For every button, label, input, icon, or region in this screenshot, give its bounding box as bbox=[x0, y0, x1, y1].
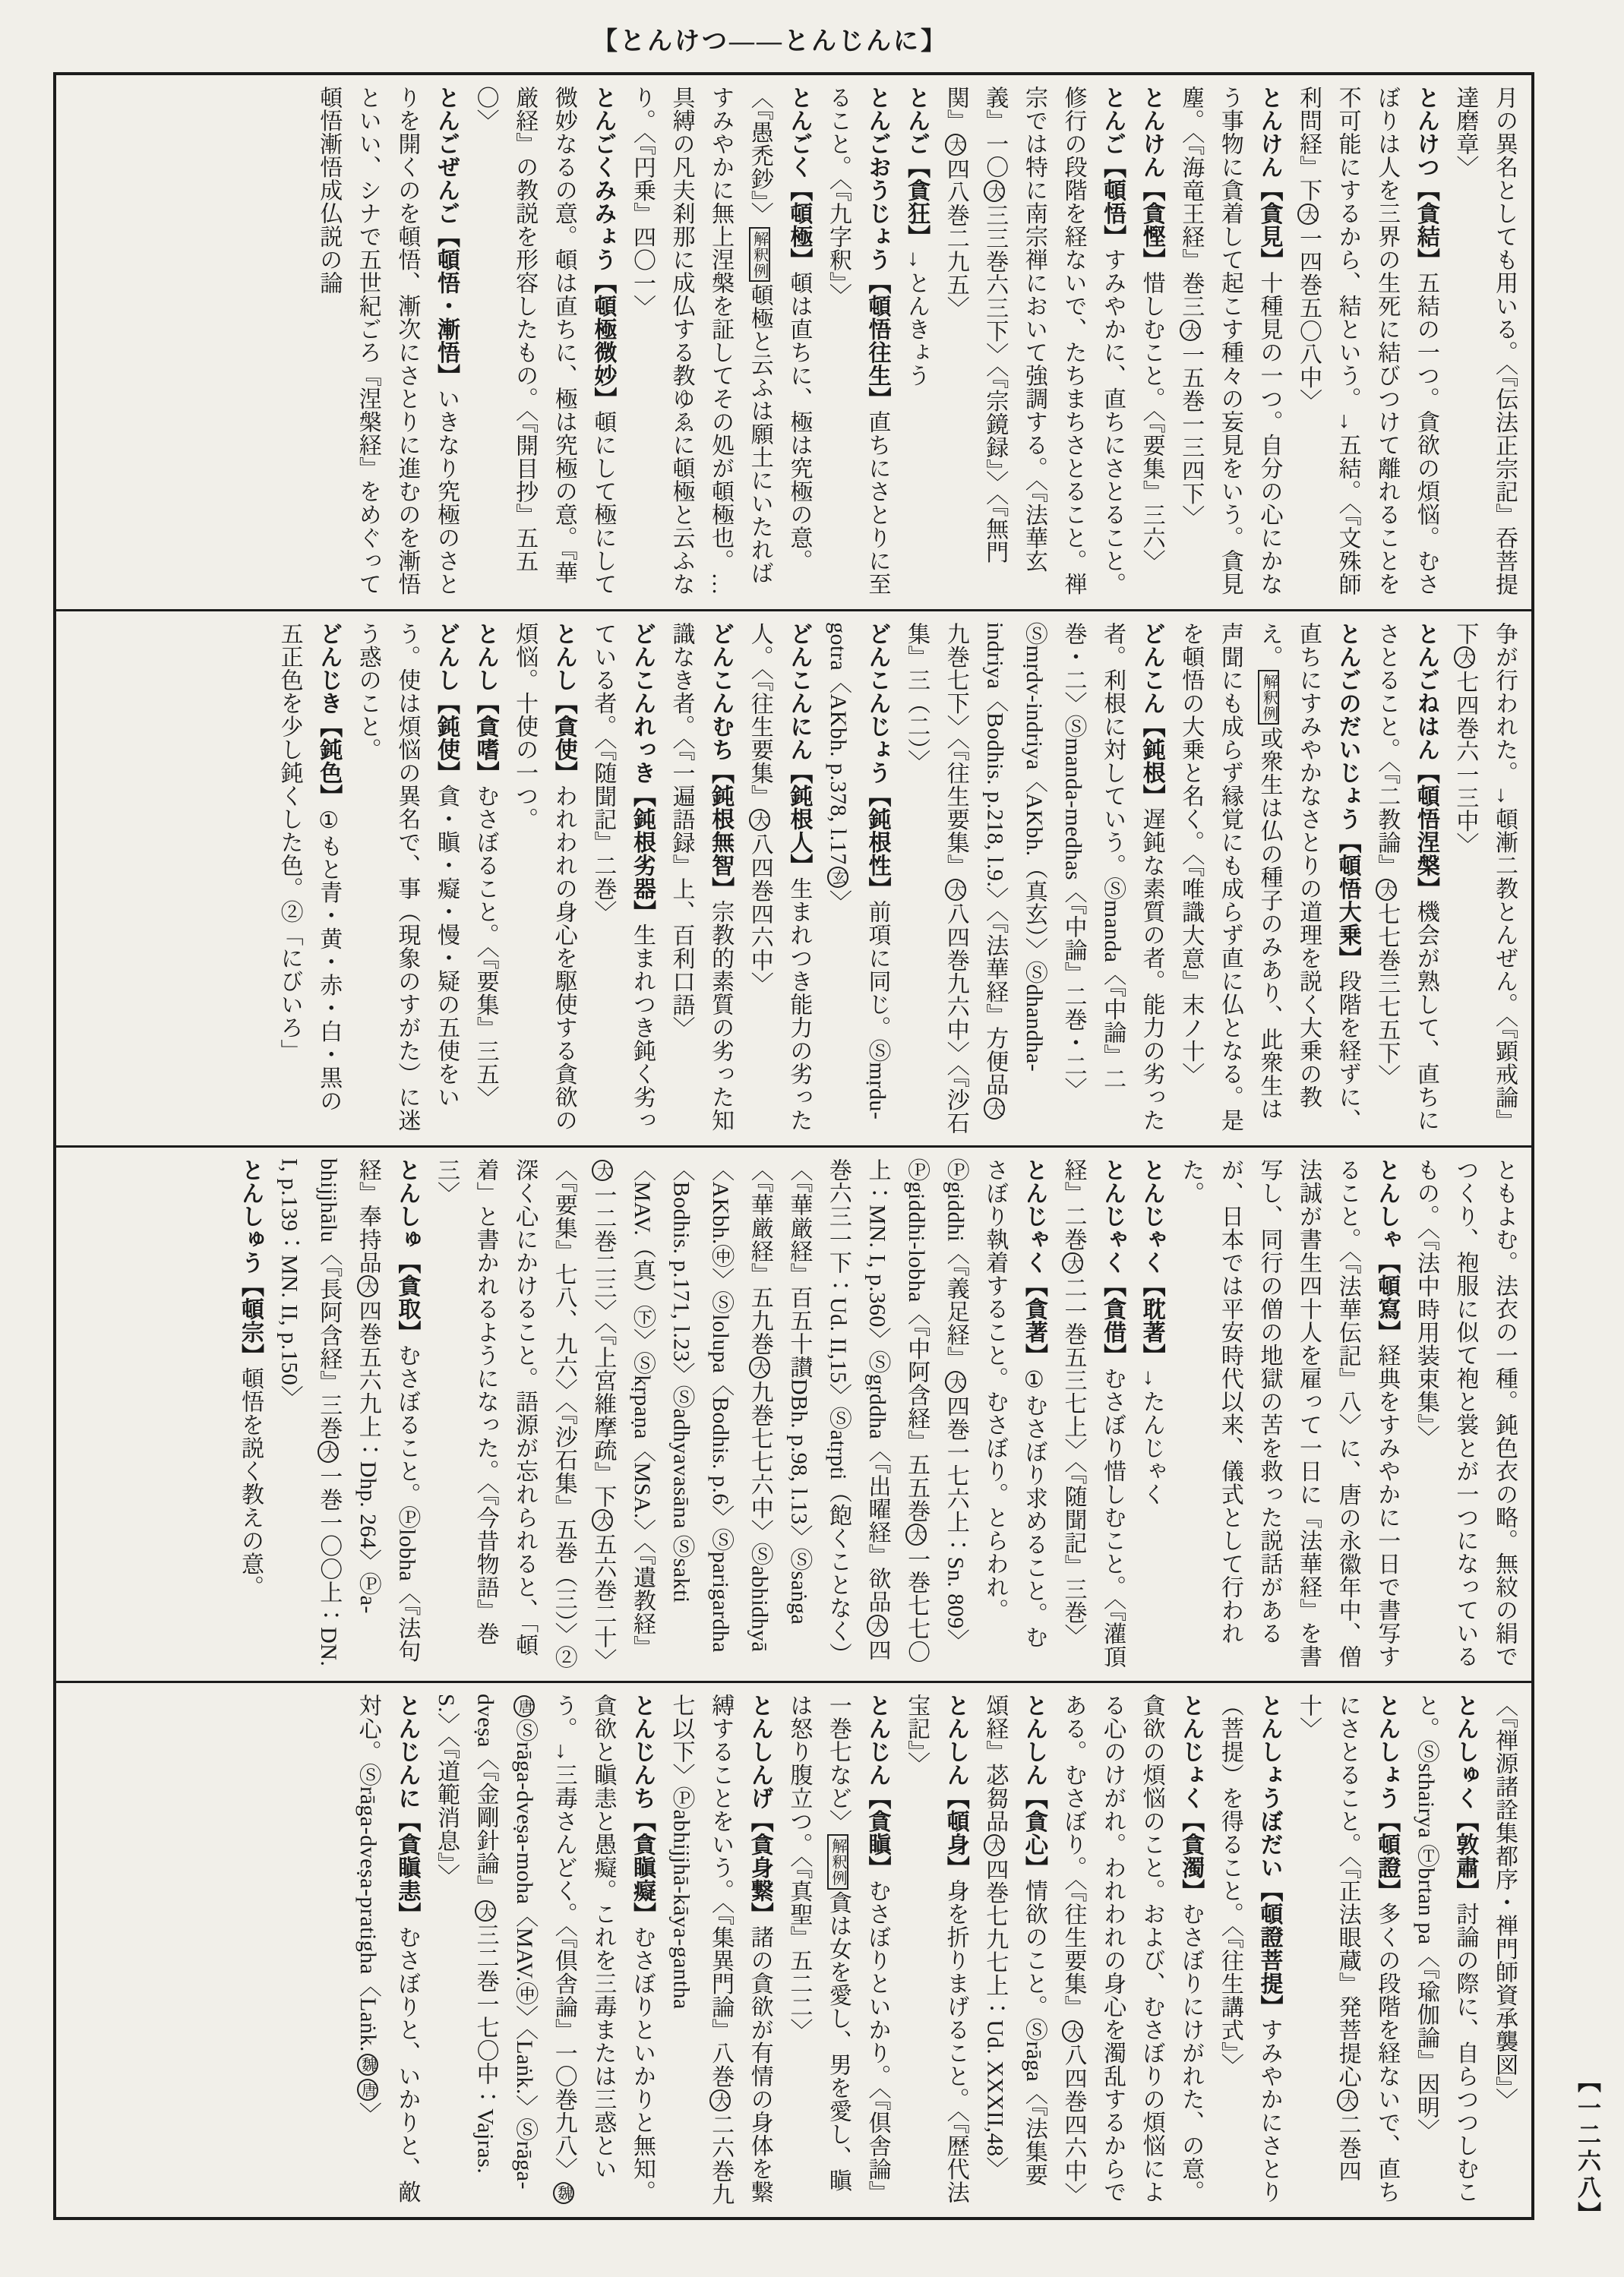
dictionary-entry: とんごのだいじょう【頓悟大乗】段階を経ずに、直ちにすみやかなさとりの道理を説く大乗の教え。解釈例或衆生は仏の種子のみあり、此衆生は声聞にも成らず縁覚にも成らず直に仏となる。是を頓悟の大乗と名く。〈『唯識大意』末ノ十〉 bbox=[1178, 621, 1360, 1132]
entry-headword: とんしゅく【敦肅】 bbox=[1452, 1694, 1478, 1903]
content-frame bbox=[53, 72, 1534, 2220]
circled-label: 大 bbox=[1337, 2089, 1358, 2111]
entry-headword: とんしん【貪心】 bbox=[1021, 1694, 1047, 1880]
dictionary-entry: とんじゃく【貪著】①むさぼり求めること。むさぼり執着すること。むさぼり。とらわれ。Ⓟgiddhi〈『義足経』大四巻一七六上：Sn. 809〉Ⓟgiddhi-lobha〈『中阿含経』五五巻大一巻七七〇上：MN. I, p.360〉Ⓢgṛddha〈『出曜経』欲品大四巻六三一下：Ud. II,15〉Ⓢatṛpti（飽くことなく）〈『華厳経』百五十讃DBh. p.98, l.13〉Ⓢsaṅga〈『華厳経』五九巻大九巻七七六中〉Ⓢabhidhyā〈AKbh.㊥〉Ⓢlolupa〈Bodhis. p.6〉Ⓢparigardha〈Bodhis. p.171, l.23〉Ⓢadhyavasāna Ⓢsakti〈MAV.（真）㊦〉Ⓢkṛpaṇa〈MSA.〉〈『遺教経』大一二巻二三〉〈『上宮維摩疏』下大五六巻二十〉〈『要集』七八、九六〉〈『沙石集』五巻（三）〉②深く心にかけること。語源が忘れられると、「頓着」と書かれるようになった。〈『今昔物語』巻三〉 bbox=[433, 1157, 1047, 1669]
dictionary-entry: とんしん【頓身】身を折りまげること。〈『歴代法宝記』〉 bbox=[904, 1694, 968, 2204]
text-band-2 bbox=[56, 611, 1531, 1145]
circled-label: 大 bbox=[867, 1615, 888, 1637]
entry-headword: とんしん【頓身】 bbox=[943, 1694, 968, 1880]
entry-headword: とんご【貪狂】 bbox=[904, 86, 930, 248]
circled-label: 唐 bbox=[513, 1695, 535, 1717]
circled-label: 大 bbox=[1454, 646, 1475, 668]
dictionary-entry: とんしんげ【貪身繋】諸の貪欲が有情の身体を繋縛することをいう。〈『集異門論』八巻大二六巻九七以下〉Ⓟabhijjhā-kāya-gantha bbox=[668, 1694, 773, 2206]
dictionary-entry: とんごく【頓極】頓は直ちに、極は究極の意。〈『愚禿鈔』〉解釈例頓極と云ふは願土にいたればすみやかに無上涅槃を証してその処が頓極也。…具縛の凡夫刹那に成仏する教ゆゑに頓極と云ふなり。〈『円乗』四〇一〉 bbox=[629, 86, 812, 595]
entry-headword: とんじゃく【耽著】 bbox=[1139, 1157, 1164, 1366]
dictionary-entry: どんし【鈍使】貪・瞋・癡・慢・疑の五使をいう。使は煩悩の異名で、事（現象のすがた）に迷う惑のこと。 bbox=[355, 621, 459, 1132]
entry-headword: どんこん【鈍根】 bbox=[1139, 621, 1164, 807]
dictionary-entry: とんしゃ【頓寫】経典をすみやかに一日で書写すること。〈『法華伝記』八〉に、唐の永徽年中、僧法誠が書生四十人を雇って一日に『法華経』を書写し、同行の僧の地獄の苦を救った説話があるが、日本では平安時代以来、儀式として行われた。 bbox=[1178, 1157, 1400, 1668]
text-band-1 bbox=[56, 75, 1531, 609]
entry-continuation: 〈『禅源諸詮集都序・禅門師資承襲図』〉 bbox=[1492, 1694, 1517, 2111]
entry-headword: どんこんむち【鈍根無智】 bbox=[708, 621, 734, 900]
boxed-label: 解釈例 bbox=[749, 227, 770, 283]
circled-label: 大 bbox=[749, 1356, 770, 1379]
entry-headword: とんけつ【貪結】 bbox=[1413, 86, 1439, 271]
entry-headword: とんけん【貪慳】 bbox=[1139, 86, 1164, 271]
circled-label: 魏 bbox=[553, 2182, 574, 2204]
entry-headword: とんごく【頓極】 bbox=[786, 86, 812, 271]
entry-headword: とんしんげ【貪身繋】 bbox=[747, 1694, 773, 1926]
entry-headword: とんしゅう【頓宗】 bbox=[238, 1157, 263, 1366]
circled-label: 大 bbox=[1062, 1252, 1083, 1274]
entry-headword: どんじき【鈍色】 bbox=[316, 621, 342, 807]
dictionary-entry: とんじん【貪瞋】むさぼりといかり。〈『倶舎論』一巻七など〉解釈例貪は女を愛し、男を愛し、瞋は怒り腹立つ。〈『真聖』五二二〉 bbox=[786, 1694, 890, 2204]
dictionary-entry: とんじゃく【耽著】→たんじゃく bbox=[1139, 1157, 1164, 1505]
entry-headword: とんじょく【貪濁】 bbox=[1178, 1694, 1204, 1903]
entry-headword: どんこんれっき【鈍根劣器】 bbox=[629, 621, 655, 924]
dictionary-entry: どんこんむち【鈍根無智】宗教的素質の劣った知識なき者。〈『一遍語録』上、百利口語〉 bbox=[668, 621, 734, 1132]
entry-headword: どんし【鈍使】 bbox=[433, 621, 459, 785]
dictionary-entry: とんけん【貪見】十種見の一つ。自分の心にかなう事物に貪着して起こす種々の妄見をいう。貪見塵。〈『海竜王経』巻三大一五巻一三四下〉 bbox=[1178, 86, 1282, 595]
circled-label: 大 bbox=[945, 879, 966, 901]
entry-continuation: 争が行われた。→頓漸二教とんぜん。〈『顕戒論』下大七四巻六一三中〉 bbox=[1452, 621, 1517, 1132]
circled-label: 玄 bbox=[827, 867, 848, 889]
entry-headword: とんし【貪使】 bbox=[551, 621, 577, 785]
entry-continuation: ともよむ。法衣の一種。鈍色衣の略。無紋の絹でつくり、袍服に似て袍と裳とが一つになっているもの。〈『法中時用装束集』〉 bbox=[1413, 1157, 1517, 1668]
circled-label: 大 bbox=[945, 134, 966, 156]
circled-label: 魏 bbox=[357, 2054, 378, 2076]
text-band-4 bbox=[56, 1683, 1531, 2217]
entry-headword: とんしゅ【貪取】 bbox=[394, 1157, 420, 1344]
dictionary-entry: とんご【貪狂】→とんきょう bbox=[904, 86, 930, 387]
circled-label: 大 bbox=[1297, 204, 1319, 226]
dictionary-entry: どんこんじょう【鈍根性】前項に同じ。Ⓢmṛdu-gotra〈AKbh. p.378, l.17玄〉 bbox=[825, 621, 890, 1120]
dictionary-entry: とんごくみみょう【頓極微妙】頓にして極にして微妙なるの意。頓は直ちに、極は究極の意。『華厳経』の教説を形容したもの。〈『開目抄』五五〇〉 bbox=[472, 86, 616, 595]
entry-headword: とんご【頓悟】 bbox=[1100, 86, 1126, 248]
circled-label: 大 bbox=[984, 180, 1005, 202]
dictionary-entry: とんけつ【貪結】五結の一つ。貪欲の煩悩。むさぼりは人を三界の生死に結びつけて離れることを不可能にするから、結という。→五結。〈『文殊師利問経』下大一四巻五〇八中〉 bbox=[1296, 86, 1439, 596]
circled-label: 大 bbox=[1062, 2020, 1083, 2042]
entry-headword: とんしゃ【頓寫】 bbox=[1374, 1157, 1400, 1344]
boxed-label: 解釈例 bbox=[1258, 670, 1279, 725]
entry-headword: とんごくみみょう【頓極微妙】 bbox=[590, 86, 616, 410]
entry-headword: とんしょうぼだい【頓證菩提】 bbox=[1256, 1694, 1282, 2019]
circled-label: 大 bbox=[709, 2089, 731, 2111]
circled-label: 大 bbox=[318, 1441, 339, 1463]
text-band-3 bbox=[56, 1148, 1531, 1682]
dictionary-entry: とんしょう【頓證】多くの段階を経ないで、直ちにさとること。〈『正法眼蔵』発菩提心大二巻四十〉 bbox=[1296, 1694, 1400, 2204]
circled-label: 大 bbox=[984, 1834, 1005, 1856]
dictionary-entry: とんじょく【貪濁】むさぼりにけがれた、の意。貪欲の煩悩のこと。および、むさぼりの煩悩による心のけがれ。われわれの身心を濁乱するからである。むさぼり。〈『往生要集』大八四巻四六中〉 bbox=[1060, 1694, 1204, 2206]
circled-label: 大 bbox=[592, 1160, 613, 1182]
entry-headword: とんしょう【頓證】 bbox=[1374, 1694, 1400, 1903]
page-number: 【一二六八】 bbox=[1574, 2069, 1600, 2228]
dictionary-entry: とんじんに【貪瞋恚】むさぼりと、いかりと、敵対心。Ⓢrāga-dveṣa-pratigha〈Laṅk.魏唐〉 bbox=[355, 1694, 420, 2204]
entry-headword: とんじゃく【貪著】 bbox=[1021, 1157, 1047, 1366]
entry-headword: どんこんにん【鈍根人】 bbox=[786, 621, 812, 877]
dictionary-entry: とんご【頓悟】すみやかに、直ちにさとること。修行の段階を経ないで、たちまちさとること。禅宗では特に南宗禅において強調する。〈『法華玄義』一〇大三三巻六三下〉〈『宗鏡録』〉〈『無門関』大四八巻二九五〉 bbox=[943, 86, 1126, 595]
dictionary-entry: とんけん【貪慳】惜しむこと。〈『要集』三六〉 bbox=[1139, 86, 1164, 573]
dictionary-entry: とんごおうじょう【頓悟往生】直ちにさとりに至ること。〈『九字釈』〉 bbox=[825, 86, 890, 595]
circled-label: 唐 bbox=[357, 2079, 378, 2101]
running-head: 【とんけつ――とんじんに】 bbox=[592, 28, 948, 55]
dictionary-entry: どんじき【鈍色】①もと青・黄・赤・白・黒の五正色を少し鈍くした色。②「にびいろ」 bbox=[276, 621, 342, 1113]
dictionary-entry: どんこんにん【鈍根人】生まれつき能力の劣った人。〈『往生要集』大八四巻四六中〉 bbox=[747, 621, 812, 1132]
entry-headword: とんじんに【貪瞋恚】 bbox=[394, 1694, 420, 1926]
dictionary-entry: とんし【貪嗜】むさぼること。〈『要集』三五〉 bbox=[472, 621, 498, 1109]
entry-headword: どんこんじょう【鈍根性】 bbox=[864, 621, 890, 900]
dictionary-entry: とんしゅ【貪取】むさぼること。Ⓟlobha〈『法句経』奉持品大四巻五六九上：Dhp. 264〉Ⓟa-bhijjhālu〈『長阿含経』三巻大一巻一〇〇上：DN. I, p.139：MN. II, p.150〉 bbox=[276, 1157, 420, 1666]
entry-headword: とんごのだいじょう【頓悟大乗】 bbox=[1335, 621, 1360, 970]
boxed-label: 解釈例 bbox=[827, 1834, 848, 1890]
entry-headword: とんじんち【貪瞋癡】 bbox=[629, 1694, 655, 1926]
entry-headword: とんごおうじょう【頓悟往生】 bbox=[864, 86, 890, 410]
circled-label: 大 bbox=[749, 809, 770, 831]
dictionary-entry: どんこん【鈍根】遅鈍な素質の者。能力の劣った者。利根に対していう。Ⓢmanda〈『中論』二巻・二〉Ⓢmanda-medhas〈『中論』二巻・二〉Ⓢmṛdv-indriya〈AKbh.（真玄）〉Ⓢdhandha-indriya〈Bodhis. p.218, l.9.〉〈『法華経』方便品大九巻七下〉〈『往生要集』大八四巻九六中〉〈『沙石集』三（二）〉 bbox=[904, 621, 1164, 1135]
dictionary-entry: とんしゅく【敦肅】討論の際に、自らつつしむこと。Ⓢsthairya Ⓣbrtan pa〈『瑜伽論』因明〉 bbox=[1413, 1694, 1478, 2204]
dictionary-entry: とんし【貪使】われわれの身心を駆使する貪欲の煩悩。十使の一つ。 bbox=[512, 621, 577, 1132]
entry-headword: とんごぜんご【頓悟・漸悟】 bbox=[433, 86, 459, 387]
dictionary-entry: とんしゅう【頓宗】頓悟を説く教えの意。 bbox=[238, 1157, 263, 1598]
circled-label: 大 bbox=[475, 1900, 496, 1922]
entry-headword: とんし【貪嗜】 bbox=[472, 621, 498, 785]
circled-label: 大 bbox=[905, 1524, 927, 1546]
entry-continuation: 月の異名としても用いる。〈『伝法正宗記』吞菩提達磨章〉 bbox=[1452, 86, 1517, 596]
dictionary-entry: とんごぜんご【頓悟・漸悟】いきなり究極のさとりを開くのを頓悟、漸次にさとりに進むのを漸悟といい、シナで五世紀ごろ『涅槃経』をめぐって頓悟漸悟成仏説の論 bbox=[316, 86, 459, 595]
dictionary-entry: とんじんち【貪瞋癡】むさぼりといかりと無知。貪欲と瞋恚と愚癡。これを三毒または三惑という。→三毒さんどく。〈『倶舎論』一〇巻九八〉魏唐Ⓢrāga-dveṣa-moha〈MAV.㊥〉〈Laṅk.〉Ⓢrāga-dveṣa〈『金剛針論』大三二巻一七〇中：Vajras. S.〉〈『道範消息』〉 bbox=[433, 1694, 655, 2204]
entry-headword: とんじゃく【貪借】 bbox=[1100, 1157, 1126, 1366]
entry-headword: とんごねはん【頓悟涅槃】 bbox=[1413, 621, 1439, 900]
circled-label: 大 bbox=[1376, 879, 1397, 901]
entry-headword: とんじん【貪瞋】 bbox=[864, 1694, 890, 1880]
entry-headword: とんけん【貪見】 bbox=[1256, 86, 1282, 271]
dictionary-entry: とんしょうぼだい【頓證菩提】すみやかにさとり（菩提）を得ること。〈『往生講式』〉 bbox=[1217, 1694, 1282, 2204]
dictionary-entry: どんこんれっき【鈍根劣器】生まれつき鈍く劣っている者。〈『随聞記』二巻〉 bbox=[590, 621, 655, 1132]
circled-label: 大 bbox=[1180, 320, 1201, 342]
circled-label: 大 bbox=[984, 1097, 1005, 1120]
circled-label: 大 bbox=[592, 1509, 613, 1531]
dictionary-entry: とんしん【貪心】情欲のこと。Ⓢrāga〈『法集要頌経』苾芻品大四巻七九七上：Ud. XXXII,48〉 bbox=[982, 1694, 1047, 2187]
dictionary-entry: とんごねはん【頓悟涅槃】機会が熟して、直ちにさとること。〈『二教論』大七七巻三七五下〉 bbox=[1374, 621, 1439, 1132]
circled-label: 大 bbox=[357, 1275, 378, 1297]
dictionary-entry: とんじゃく【貪借】むさぼり惜しむこと。〈『灌頂経』二巻大二一巻五三七上〉〈『随聞記』三巻〉 bbox=[1060, 1157, 1126, 1668]
circled-label: 大 bbox=[945, 1371, 966, 1393]
